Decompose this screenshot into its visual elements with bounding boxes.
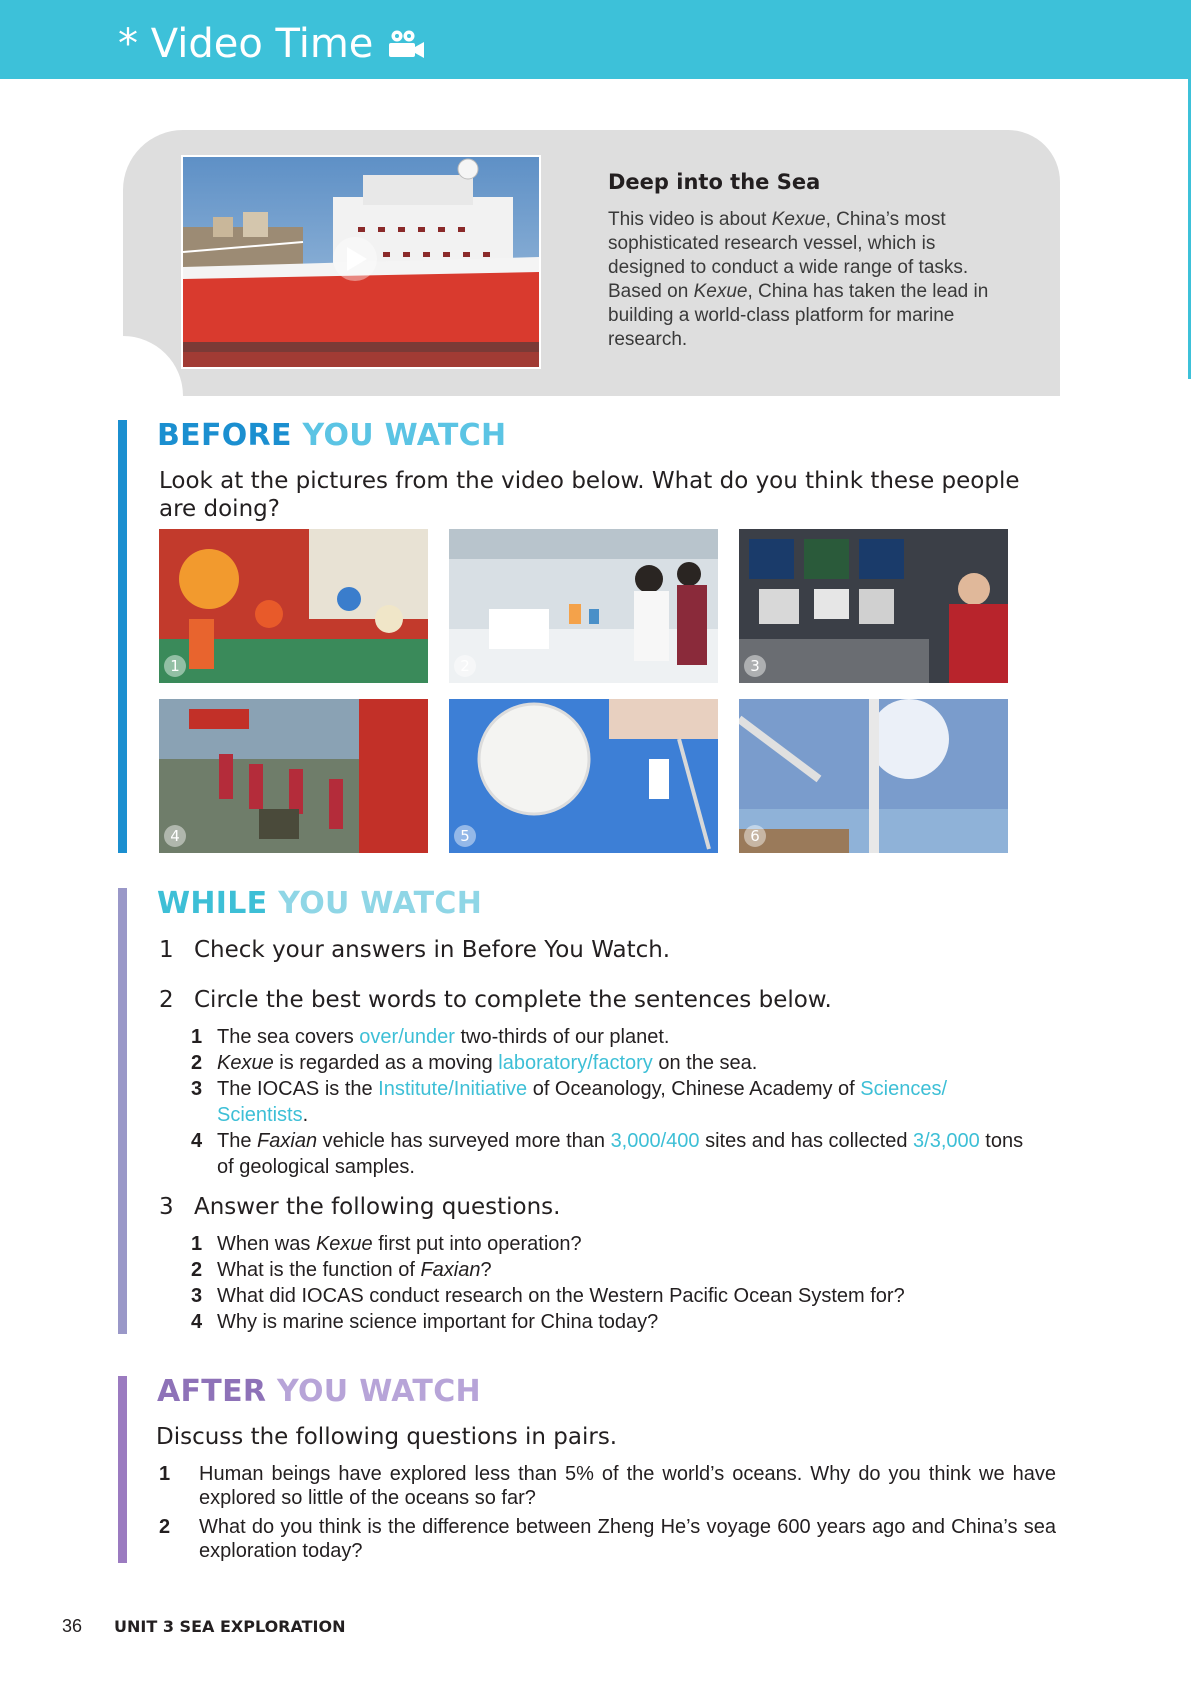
picture-number: 6 [744, 825, 766, 847]
picture-number: 4 [164, 825, 186, 847]
picture-number: 1 [164, 655, 186, 677]
banner-title [118, 21, 425, 67]
banner-title-text: * Video Time [118, 21, 374, 67]
header-banner [0, 0, 1191, 79]
picture-6 [739, 699, 1008, 853]
after-section-bar [118, 1376, 127, 1563]
picture-2 [449, 529, 718, 683]
list-item: 4 Why is marine science important for China today? [191, 1311, 659, 1333]
while-task-2: 2 Circle the best words to complete the sentences below. [159, 987, 832, 1013]
page-number: 36 [62, 1616, 83, 1636]
before-instruction: Look at the pictures from the video below. What do you think these people are doing? [159, 468, 1020, 522]
before-heading: BEFORE YOU WATCH [157, 418, 507, 453]
video-description-block [608, 170, 998, 352]
picture-grid [159, 529, 1009, 853]
before-section-bar [118, 420, 127, 853]
video-thumbnail[interactable] [181, 155, 541, 369]
list-item: 3 What did IOCAS conduct research on the Western Pacific Ocean System for? [191, 1285, 905, 1307]
video-title: Deep into the Sea [608, 170, 821, 194]
after-items [159, 1462, 1056, 1568]
picture-5 [449, 699, 718, 853]
list-item: 2 What is the function of Faxian? [191, 1259, 492, 1281]
picture-number: 5 [454, 825, 476, 847]
ship-image [183, 157, 539, 367]
while-heading: WHILE YOU WATCH [157, 886, 483, 921]
picture-number: 2 [454, 655, 476, 677]
list-item: 1 The sea covers over/under two-thirds of our planet. [191, 1026, 670, 1048]
while-task-3: 3 Answer the following questions. [159, 1194, 561, 1220]
list-item: 1 Human beings have explored less than 5% of the world’s oceans. Why do you think we have explored so little of the oceans so far? [159, 1463, 1056, 1509]
after-instruction: Discuss the following questions in pairs. [156, 1424, 618, 1450]
list-item: 2 What do you think is the difference between Zheng He’s voyage 600 years ago and China’s sea exploration today? [159, 1516, 1056, 1562]
picture-3 [739, 529, 1008, 683]
unit-title: UNIT 3 SEA EXPLORATION [114, 1617, 346, 1636]
while-task-1: 1 Check your answers in Before You Watch. [159, 937, 671, 963]
page-footer [62, 1616, 346, 1637]
video-camera-icon [387, 29, 425, 59]
list-item: 3 The IOCAS is the Institute/Initiative of Oceanology, Chinese Academy of Sciences/ Scientists. [191, 1078, 948, 1126]
task-2-items [191, 1024, 1041, 1180]
picture-1 [159, 529, 428, 683]
list-item: 2 Kexue is regarded as a moving laboratory/factory on the sea. [191, 1052, 758, 1074]
list-item: 4 The Faxian vehicle has surveyed more than 3,000/400 sites and has collected 3/3,000 tons of geological samples. [191, 1130, 1024, 1178]
video-description: This video is about Kexue, China’s most sophisticated research vessel, which is designed to conduct a wide range of tasks. Based on Kexue, China has taken the lead in building a world-class platform for marine research. [608, 209, 989, 350]
picture-4 [159, 699, 428, 853]
after-heading: AFTER YOU WATCH [157, 1374, 481, 1409]
list-item: 1 When was Kexue first put into operation? [191, 1233, 582, 1255]
video-panel [123, 130, 1060, 396]
task-3-items [191, 1231, 1041, 1335]
while-section-bar [118, 888, 127, 1334]
picture-number: 3 [744, 655, 766, 677]
